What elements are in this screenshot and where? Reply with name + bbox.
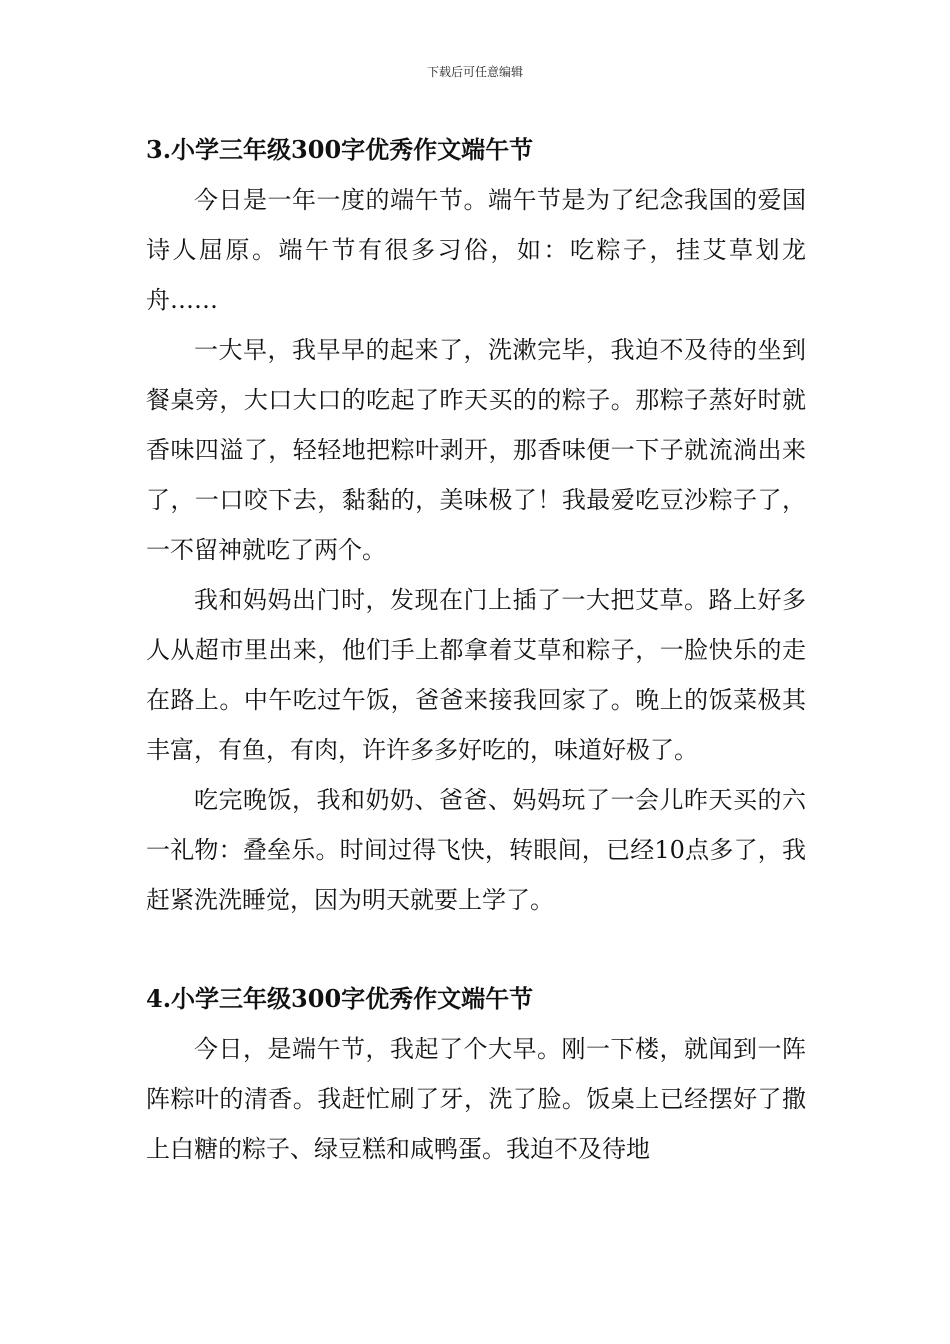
section-spacer (146, 925, 806, 974)
section-title: 4.小学三年级300字优秀作文端午节 (146, 984, 534, 1013)
essay-section-4 (146, 974, 806, 1174)
essay-section-3 (146, 125, 806, 925)
paragraph: 吃完晚饭，我和奶奶、爸爸、妈妈玩了一会儿昨天买的六一礼物：叠垒乐。时间过得飞快，转眼间，已经10点多了，我赶紧洗洗睡觉，因为明天就要上学了。 (146, 786, 806, 914)
document-body (146, 125, 806, 1174)
paragraph: 今日是一年一度的端午节。端午节是为了纪念我国的爱国诗人屈原。端午节有很多习俗，如：吃粽子，挂艾草划龙舟…… (146, 186, 806, 314)
paragraph: 今日，是端午节，我起了个大早。刚一下楼，就闻到一阵阵粽叶的清香。我赶忙刷了牙，洗了脸。饭桌上已经摆好了撒上白糖的粽子、绿豆糕和咸鸭蛋。我迫不及待地 (146, 1035, 806, 1163)
paragraph: 一大早，我早早的起来了，洗漱完毕，我迫不及待的坐到餐桌旁，大口大口的吃起了昨天买的的粽子。那粽子蒸好时就香味四溢了，轻轻地把粽叶剥开，那香味便一下子就流淌出来了，一口咬下去，黏黏的，美味极了！我最爱吃豆沙粽子了，一不留神就吃了两个。 (146, 336, 806, 564)
section-title: 3.小学三年级300字优秀作文端午节 (146, 135, 534, 164)
paragraph: 我和妈妈出门时，发现在门上插了一大把艾草。路上好多人从超市里出来，他们手上都拿着艾草和粽子，一脸快乐的走在路上。中午吃过午饭，爸爸来接我回家了。晚上的饭菜极其丰富，有鱼，有肉，许许多多好吃的，味道好极了。 (146, 586, 806, 764)
page-header-note: 下载后可任意编辑 (426, 65, 523, 79)
